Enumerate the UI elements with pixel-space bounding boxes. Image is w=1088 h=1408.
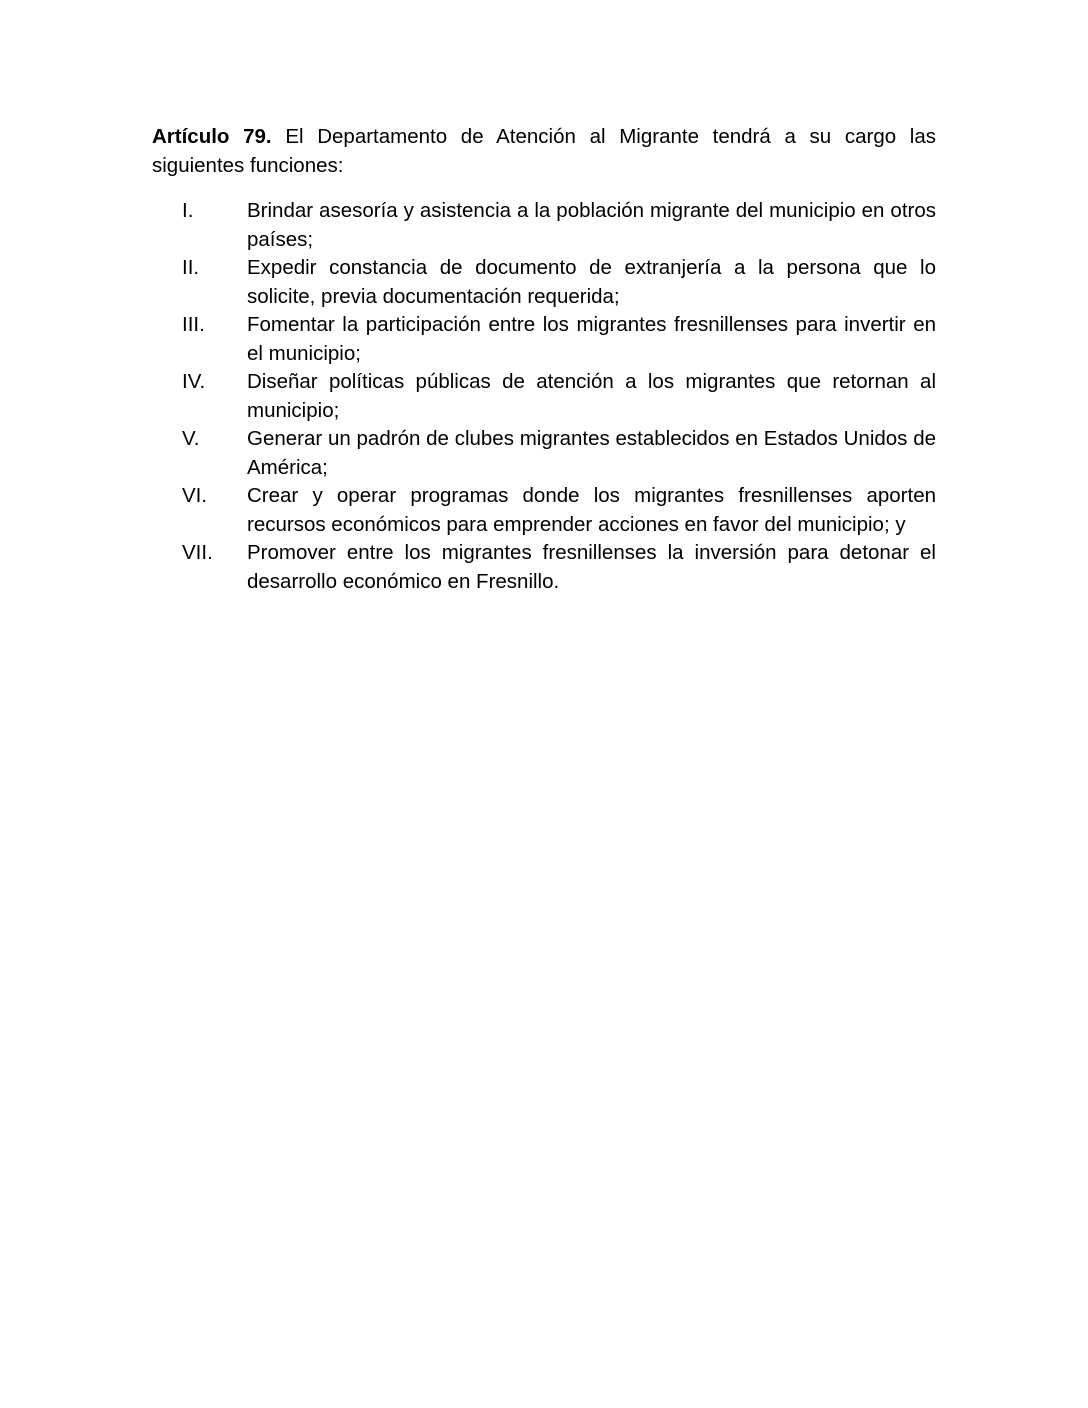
list-item-text: Promover entre los migrantes fresnillenses la inversión para detonar el desarrollo económico en Fresnillo.	[247, 541, 936, 593]
article-intro-text: El Departamento de Atención al Migrante tendrá a su cargo las siguientes funciones:	[152, 125, 937, 177]
list-item	[152, 311, 936, 368]
list-item-text: Brindar asesoría y asistencia a la población migrante del municipio en otros países;	[247, 199, 936, 251]
article-heading: Artículo 79.	[152, 125, 272, 148]
list-item-text: Expedir constancia de documento de extranjería a la persona que lo solicite, previa documentación requerida;	[247, 256, 936, 308]
article-body	[152, 123, 936, 596]
list-item	[152, 539, 936, 596]
list-item-numeral: V.	[182, 427, 200, 450]
list-item	[152, 482, 936, 539]
list-item-numeral: VII.	[182, 541, 213, 564]
list-item-numeral: IV.	[182, 370, 206, 393]
list-item-numeral: VI.	[182, 484, 208, 507]
list-item-text: Generar un padrón de clubes migrantes establecidos en Estados Unidos de América;	[247, 427, 936, 479]
list-item-text: Fomentar la participación entre los migrantes fresnillenses para invertir en el municipio;	[247, 313, 936, 365]
functions-list	[152, 197, 936, 596]
list-item	[152, 368, 936, 425]
list-item-numeral: II.	[182, 256, 200, 279]
list-item	[152, 254, 936, 311]
list-item-numeral: I.	[182, 199, 194, 222]
list-item-text: Crear y operar programas donde los migrantes fresnillenses aporten recursos económicos para emprender acciones en favor del municipio; y	[247, 484, 936, 536]
list-item-numeral: III.	[182, 313, 205, 336]
list-item	[152, 197, 936, 254]
article-intro	[152, 123, 936, 180]
list-item-text: Diseñar políticas públicas de atención a los migrantes que retornan al municipio;	[247, 370, 936, 422]
list-item	[152, 425, 936, 482]
